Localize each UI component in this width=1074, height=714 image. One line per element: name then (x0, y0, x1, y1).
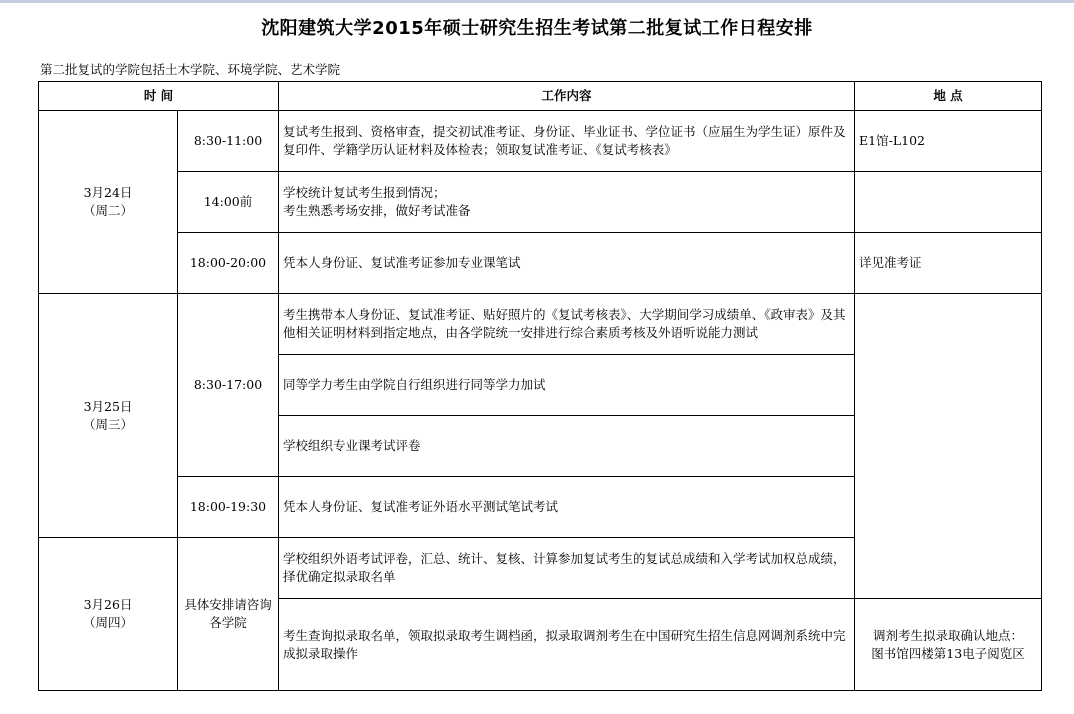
location-line: 调剂考生拟录取确认地点： (873, 627, 1024, 643)
content-line: 考生熟悉考场安排，做好考试准备 (283, 203, 471, 218)
header-content: 工作内容 (279, 82, 855, 111)
location-line: 图书馆四楼第13电子阅览区 (871, 645, 1025, 661)
day-date: 3月25日 (83, 398, 133, 414)
content-cell: 考生携带本人身份证、复试准考证、贴好照片的《复试考核表》、大学期间学习成绩单、《政审表》及其他相关证明材料到指定地点，由各学院统一安排进行综合素质考核及外语听说能力测试 (279, 294, 855, 355)
content-cell: 凭本人身份证、复试准考证参加专业课笔试 (279, 233, 855, 294)
time-cell: 8:30-11:00 (178, 111, 279, 172)
time-cell: 18:00-19:30 (178, 477, 279, 538)
header-time: 时 间 (39, 82, 279, 111)
header-location: 地 点 (855, 82, 1042, 111)
content-cell: 学校组织专业课考试评卷 (279, 416, 855, 477)
location-cell-merged (855, 294, 1042, 599)
day-weekday: （周三） (82, 416, 133, 432)
time-cell: 具体安排请咨询各学院 (178, 538, 279, 691)
content-cell: 凭本人身份证、复试准考证外语水平测试笔试考试 (279, 477, 855, 538)
content-cell (279, 172, 855, 233)
location-cell: E1馆-L102 (855, 111, 1042, 172)
time-cell: 14:00前 (178, 172, 279, 233)
content-cell: 同等学力考生由学院自行组织进行同等学力加试 (279, 355, 855, 416)
schedule-table (38, 81, 1042, 691)
day-weekday: （周四） (82, 615, 133, 630)
day-cell-2 (39, 294, 178, 538)
location-cell (855, 172, 1042, 233)
table-row (39, 233, 1042, 294)
content-cell: 学校组织外语考试评卷，汇总、统计、复核、计算参加复试考生的复试总成绩和入学考试加权总成绩，择优确定拟录取名单 (279, 538, 855, 599)
location-cell (855, 599, 1042, 691)
day-date: 3月24日 (83, 185, 133, 200)
day-cell-1 (39, 111, 178, 294)
table-row (39, 294, 1042, 355)
day-weekday: （周二） (82, 203, 133, 218)
time-cell: 8:30-17:00 (178, 294, 279, 477)
time-cell: 18:00-20:00 (178, 233, 279, 294)
top-border-line (0, 0, 1074, 3)
content-cell: 考生查询拟录取名单，领取拟录取考生调档函，拟录取调剂考生在中国研究生招生信息网调剂系统中完成拟录取操作 (279, 599, 855, 691)
location-cell: 详见准考证 (855, 233, 1042, 294)
day-cell-3 (39, 538, 178, 691)
content-cell: 复试考生报到、资格审查，提交初试准考证、身份证、毕业证书、学位证书（应届生为学生证）原件及复印件、学籍学历认证材料及体检表；领取复试准考证、《复试考核表》 (279, 111, 855, 172)
day-date: 3月26日 (83, 597, 133, 612)
page-title: 沈阳建筑大学2015年硕士研究生招生考试第二批复试工作日程安排 (261, 18, 813, 39)
header-row (39, 82, 1042, 111)
colleges-note: 第二批复试的学院包括土木学院、环境学院、艺术学院 (40, 62, 341, 77)
table-row (39, 172, 1042, 233)
table-row (39, 111, 1042, 172)
content-line: 学校统计复试考生报到情况； (283, 185, 446, 200)
